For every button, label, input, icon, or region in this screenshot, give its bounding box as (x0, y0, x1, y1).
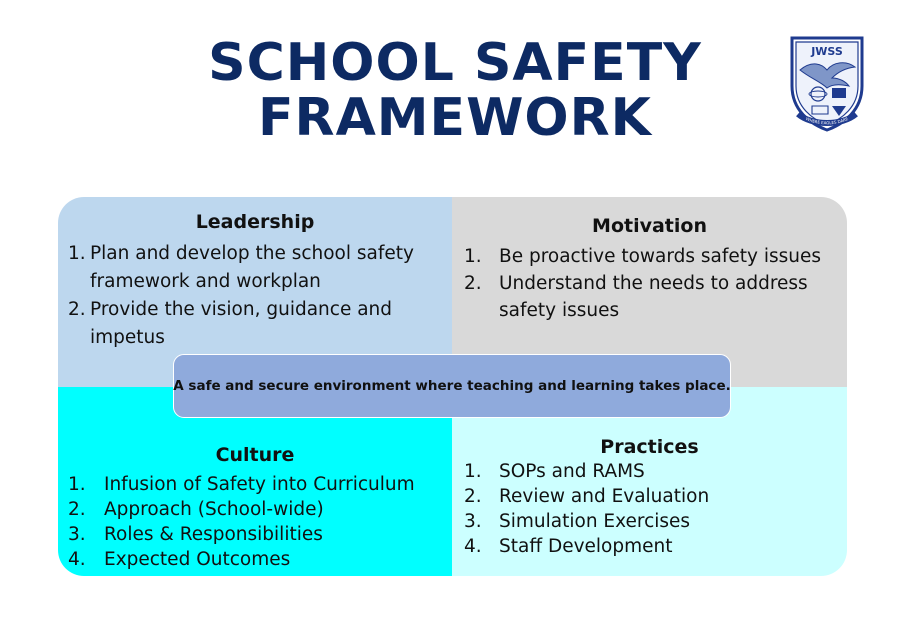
center-statement: A safe and secure environment where teaching and learning takes place. (173, 354, 731, 418)
title-line-1: SCHOOL SAFETY (208, 33, 702, 93)
motivation-list (464, 243, 821, 324)
list-item: 2. Understand the needs to address (464, 273, 808, 294)
motivation-heading: Motivation (592, 215, 707, 237)
leadership-heading: Leadership (195, 211, 315, 233)
list-item-continuation: safety issues (499, 300, 620, 321)
school-crest-icon (788, 34, 866, 132)
list-item: 3. Simulation Exercises (464, 511, 691, 532)
logo-motto: WHERE EAGLES DARE (805, 116, 849, 126)
list-item: 2. Provide the vision, guidance and (68, 299, 393, 320)
culture-heading: Culture (215, 444, 295, 466)
list-item: 2. Review and Evaluation (464, 486, 710, 507)
page-title (120, 33, 790, 148)
leadership-list (68, 240, 414, 351)
list-item-continuation: impetus (90, 327, 165, 348)
list-item: 1. Infusion of Safety into Curriculum (68, 474, 415, 495)
practices-heading: Practices (600, 436, 699, 458)
practices-list (464, 459, 709, 559)
logo-text: JWSS (811, 45, 843, 58)
list-item: 3. Roles & Responsibilities (68, 524, 323, 545)
list-item: 1. Be proactive towards safety issues (464, 246, 822, 267)
list-item: 4. Expected Outcomes (68, 549, 291, 570)
title-line-2: FRAMEWORK (258, 88, 652, 148)
list-item: 4. Staff Development (464, 536, 673, 557)
list-item: 2. Approach (School-wide) (68, 499, 324, 520)
list-item-continuation: framework and workplan (90, 271, 321, 292)
list-item: 1. Plan and develop the school safety (68, 243, 414, 264)
list-item: 1. SOPs and RAMS (464, 461, 645, 482)
culture-list (68, 472, 415, 572)
